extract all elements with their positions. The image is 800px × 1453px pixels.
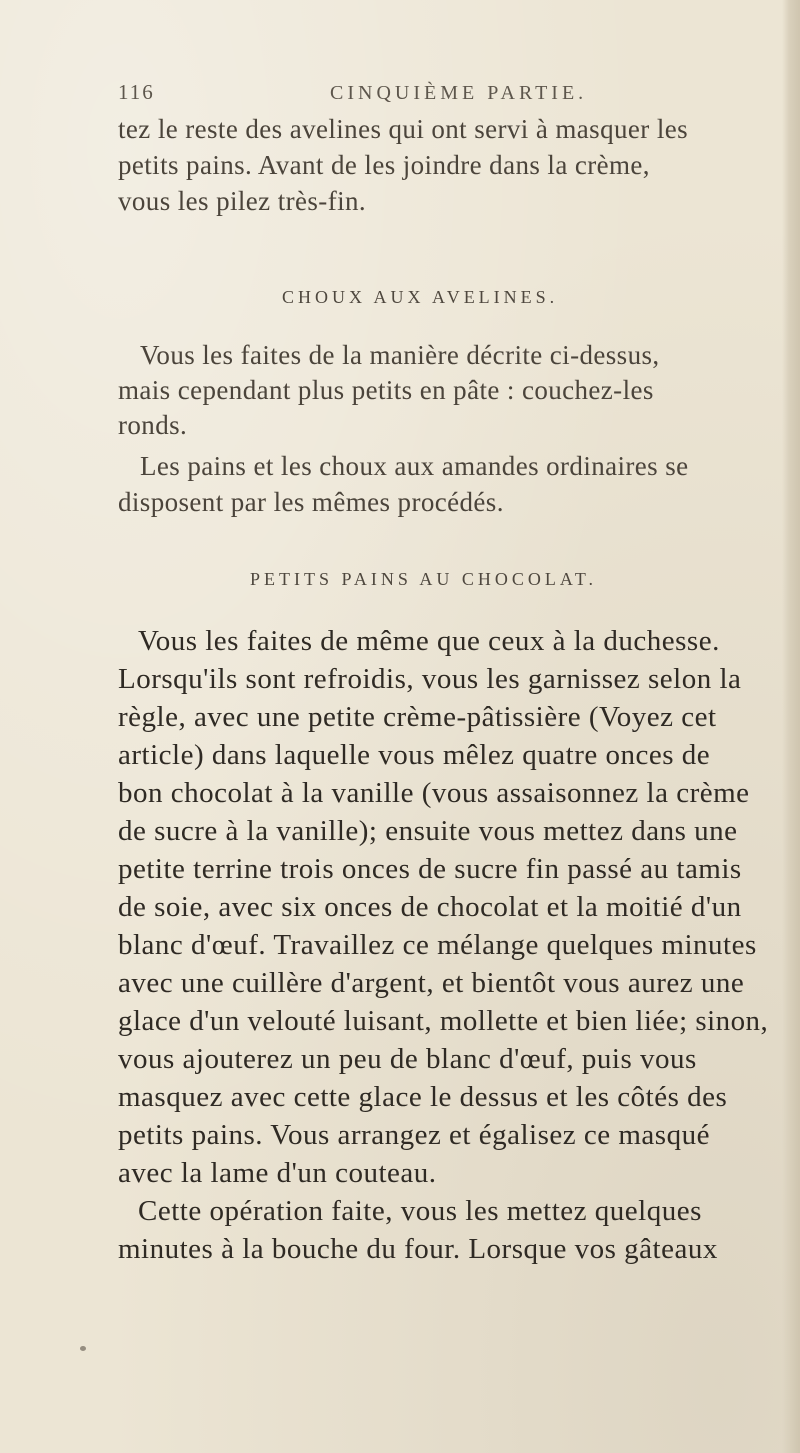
text-line: de sucre à la vanille); ensuite vous mettez dans une: [118, 815, 738, 847]
page-edge: [782, 0, 800, 1453]
running-head: [118, 80, 770, 108]
text-line: Vous les faites de la manière décrite ci-dessus,: [140, 340, 660, 370]
running-title: CINQUIÈME PARTIE.: [330, 82, 588, 104]
text-line: tez le reste des avelines qui ont servi à masquer les: [118, 114, 689, 144]
text-line: glace d'un velouté luisant, mollette et bien liée; sinon,: [118, 1005, 769, 1037]
text-line: avec la lame d'un couteau.: [118, 1157, 437, 1189]
text-line: règle, avec une petite crème-pâtissière (Voyez cet: [118, 701, 717, 733]
text-line: petits pains. Avant de les joindre dans la crème,: [118, 150, 650, 180]
text-line: mais cependant plus petits en pâte : couchez-les: [118, 375, 654, 405]
text-line: ronds.: [118, 410, 188, 440]
ink-spot: [80, 1346, 86, 1351]
text-line: disposent par les mêmes procédés.: [118, 487, 504, 517]
page-number: 116: [118, 80, 155, 104]
text-line: de soie, avec six onces de chocolat et la moitié d'un: [118, 891, 742, 923]
text-line: vous les pilez très-fin.: [118, 186, 367, 216]
text-line: Cette opération faite, vous les mettez quelques: [138, 1195, 702, 1227]
text-line: petite terrine trois onces de sucre fin passé au tamis: [118, 853, 742, 885]
section-title-choux: CHOUX AUX AVELINES.: [282, 287, 559, 307]
text-line: article) dans laquelle vous mêlez quatre onces de: [118, 739, 711, 771]
text-line: avec une cuillère d'argent, et bientôt vous aurez une: [118, 967, 745, 999]
text-line: masquez avec cette glace le dessus et les côtés des: [118, 1081, 728, 1113]
text-line: minutes à la bouche du four. Lorsque vos gâteaux: [118, 1233, 718, 1265]
text-line: Lorsqu'ils sont refroidis, vous les garnissez selon la: [118, 663, 742, 695]
text-line: bon chocolat à la vanille (vous assaisonnez la crème: [118, 777, 750, 809]
text-line: Les pains et les choux aux amandes ordinaires se: [140, 451, 689, 481]
text-line: blanc d'œuf. Travaillez ce mélange quelques minutes: [118, 929, 757, 961]
text-line: petits pains. Vous arrangez et égalisez ce masqué: [118, 1119, 710, 1151]
text-line: vous ajouterez un peu de blanc d'œuf, puis vous: [118, 1043, 697, 1075]
section-title-chocolat: PETITS PAINS AU CHOCOLAT.: [250, 569, 598, 589]
text-line: Vous les faites de même que ceux à la duchesse.: [138, 625, 720, 657]
